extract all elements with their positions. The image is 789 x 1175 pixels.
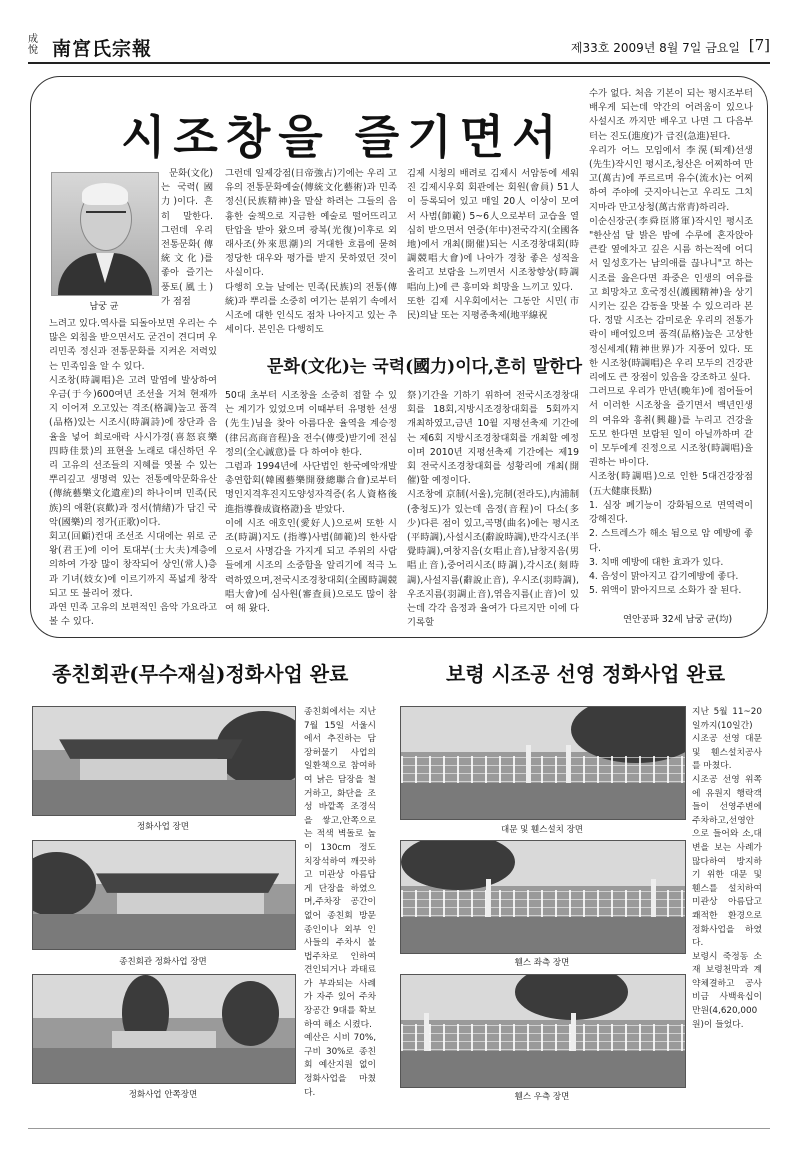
- photo-left-1: [32, 706, 296, 816]
- photo-left-1-caption: 정화사업 장면: [137, 822, 189, 832]
- feature-col2-top: 그런데 일제강점(日帝強占)기에는 우리 고유의 전통문화예술(傳統文化藝術)과 민족정신(民族精神)을 말살 하려는 그들의 음흉한 술책으로 지금한 예술로 떨어뜨리고 탄압을 받아 왔으며 광복(光復)이후로 외래사조(外來思潮)의 거대한 흐름에 묻혀 정당한 대우와 평가를 받지 못하였던 것이 사실이다. 다행히 오늘 날에는 민족(民族)의 전통(傳統)과 뿌리를 소중히 여기는 분위기 속에서 시조에 대한 인식도 점차 나아지고 있는 추세이다. 본인은 다행히도: [225, 168, 397, 336]
- feature-col1-top: 문화(文化)는 국력(國力)이다. 흔히 말한다. 그런데 우리 전통문화(傳統文化)를 좋아 즐기는 풍토(風土)가 점점: [161, 168, 213, 307]
- photo-left-2-caption: 종친회관 정화사업 장면: [119, 957, 207, 967]
- photo-left-3-caption: 정화사업 안쪽장면: [128, 1090, 198, 1100]
- feature-article: [30, 76, 768, 638]
- photo-right-2: [400, 840, 686, 954]
- feature-col1-bottom: 느려고 있다.역사를 되돌아보면 우리는 수많은 외침을 받으면서도 굳건이 견디며 우리민족 정신과 전통문화를 지켜온 저력있는 민족임을 알 수 있다. 시조창(時調唱)은 고려 말엽에 발상하여 우금(于今)600여년 조선을 거쳐 현재까지 이어져 오고있는 격조(格調)높고 품격(品格)있는 시조시(時調詩)에 장단과 음율을 넣어 희로애락 사시가경(喜怒哀樂 四時佳景)의 표현을 노래로 대신하던 우리 고유의 선조들의 지혜를 엿볼 수 있는 뿌리깊고 생명력 있는 전통예악문화유산(傳統藝樂文化遺産)의 하나이며 민족(民族)의 애환(哀歡)과 정서(情緖)가 담긴 국악(國樂)의 정가(正歌)이다. 회고(回顧)컨대 조선조 시대에는 위로 군왕(君王)에 이어 토대부(士大夫)계층에 의하여 가장 많이 창작되어 상인(常人)층과 기녀(妓女)에 이르기까지 폭넓게 창작되고 또 불리어 졌다. 과연 민족 고유의 보편적인 음악 가요라고 볼 수 있다.: [49, 318, 217, 628]
- photo-left-2: [32, 840, 296, 950]
- photo-right-3-caption: 휀스 우측 장면: [514, 1092, 570, 1102]
- page-number: [7]: [748, 36, 770, 54]
- issue-info: 제33호 2009년 8월 7일 금요일: [570, 41, 740, 55]
- section-right-title: 보령 시조공 선영 정화사업 완료: [446, 662, 726, 686]
- photo-right-1: [400, 706, 686, 820]
- feature-headline: 시조창을 즐기면서: [121, 110, 565, 164]
- masthead-title: 南宮氏宗報: [52, 38, 153, 60]
- feature-col3-top: 김제 시청의 배려로 김제시 서암동에 세워진 김제시우회 회관에는 회원(會員) 51人이 등록되어 있고 매일 20人 이상이 모여서 사범(師範) 5~6人으로부터 교습을 열심히 받으면서 연중(年中)전국각지(全國各地)에서 개최(開催)되는 시조경창대회(時調競唱大會)에 나아가 경창 좋은 성적을 올리고 보람을 느끼면서 시조창향상(時調唱向上)에 큰 흥미와 희망을 느끼고 있다. 또한 김제 시우회에서는 그동안 시민(市民)의날 또는 지평종축제(地平線祝: [407, 168, 579, 322]
- feature-col2-bottom: 50대 초부터 시조창을 소중히 접할 수 있는 계기가 있었으며 이때부터 유명한 선생(先生)님을 찾아 아름다운 율역을 계승정(律呂高商音程)을 전수(傳受)받기에 전심정의(全心誠意)를 다 하여야 한다. 그럼과 1994년에 사단법인 한국예악개발총연합회(韓國藝樂開發總聯合會)로부터 명인지격후진지도양성자격증(名人資格後進指導養成資格證)을 받았다. 이에 시조 애호인(愛好人)으로써 또한 시조(時調)지도 (指導)사범(師範)의 한사람으로서 사명감을 가지게 되고 주위의 사람들에게 시조의 소중함을 알리기에 적극 노력하였으며,전국시조경창대회(全國時調競唱大會)에 심사원(審査員)으로도 많이 참여 해 왔다.: [225, 390, 397, 615]
- portrait-glasses: [86, 211, 126, 221]
- feature-col3-bottom: 祭)기간을 기하기 위하여 전국시조경창대회를 18회,지방시조경창대회를 5회까지 개최하였고,금년 10월 지평선축제 기간에는 제6회 지방시조경창대회를 개최할 예정이며 2010년 지평선축제 기간에는 제19회 전국시조경창대회를 성황리에 개최(開催)할 예정이다. 시조창에 京制(서울),完制(전라도),内浦制(충청도)가 있는데 음정(音程)이 다소(多少)다른 점이 있고,곡명(曲名)에는 평시조(平時調),사설시조(辭說時調),반각시조(半覺時調),여창지음(女唱止音),남창지음(男唱止音),중어리시조(時調),각시조(刻時調),사설지름(辭說止音), 우시조(羽時調),우조지름(羽調止音),엮음지름(止音)이 있는데 각각 음정과 율여가 다르지만 이에 다 기록할: [407, 390, 579, 629]
- feature-col4: 수가 없다. 처음 기본이 되는 평시조부터 배우게 되는데 약간의 어려움이 있으나 사설시조 까지만 배우고 나면 그 다음부터는 진도(進度)가 급진(急進)된다. 우리가 어느 모임에서 李滉(퇴계)선생(先生)작시인 평시조,청산은 어찌하여 만고(萬古)에 푸르르며 유수(流水)는 어찌하여 주야에 긋지아니는고 우리도 그치지마라 만고상청(萬古常青)하리라. 이순신장군(李舜臣將軍)작시인 평시조 "한산섬 달 밝은 밤에 수루에 혼자앉아 큰칼 옆에차고 깊은 시름 하는적에 어디서 일성호가는 남의애를 끊나니"고 하는 시조를 읊은다면 좌중은 인생의 여유를고 희망차고 호국정신(護國精神)을 상기 시키는 깊은 감동을 맛볼 수 있으리라 본다. 정말 시조는 감미로운 우리의 전통가락이 배여있으며 품격(品格)높은 고상한 정신세계(精神世界)가 지풍어 있다. 또한 시조창(時調唱)은 우리 모두의 건강관리에도 큰 장점이 있음을 강조하고 싶다. 그러므로 우리가 만년(晩年)에 접어들어서 이러한 시조창을 즐기면서 백년인생의 여유와 흥취(興趣)를 누리고 건강을 도모 한다면 보람된 일이 아닐까하며 같이 모두에게 진정으로 시조창(時調唱)을 권하는 바이다. 시조창(時調唱)으로 인한 5대건강장점(五大健康長點) 1. 심장 폐기능이 강화됨으로 면역력이 강해진다. 2. 스트레스가 해소 됨으로 암 예방에 좋다. 3. 치매 예방에 대한 효과가 있다. 4. 음성이 맑아지고 갑기예방에 좋다. 5. 위액이 맑아지므로 소화가 잘 된다.: [589, 88, 753, 595]
- masthead: [28, 30, 770, 64]
- photo-right-1-caption: 대문 및 휀스설치 장면: [500, 825, 583, 835]
- section-right-body: 지난 5월 11~20일까지(10일간) 시조공 선영 대문 및 휀스설치공사를 마쳤다. 시조공 선영 위쪽에 유원지 행락객들이 선영주변에 주차하고,선영안으로 들어와 소,대변을 보는 사례가 많다하여 방지하기 위한 대문 및 휀스를 설치하여 미관상 아름답고 쾌적한 환경으로 정화사업을 하였다. 보령시 죽정동 소재 보령천막과 계약체결하고 공사비금 사백육십이만원(4,620,000원)이 들었다.: [692, 707, 762, 1030]
- portrait-caption: 남궁 균: [89, 302, 119, 312]
- section-left-body: 종친회에서는 지난 7월 15일 서울시에서 추진하는 담장허물기 사업의 일환책으로 참여하여 낡은 담장을 철거하고, 화단을 조성 바깥쪽 조경석을 쌓고,안쪽으로는 적색 벽돌로 높이 130cm 정도 치장석하여 깨끗하고 미관상 아름답게 단장을 하였으며,주차장 공간이 없어 종친회 방문 종인이나 외부 인사들의 주차시 불법주차로 인하여 견인되거나 과태료가 부과되는 사례가 자주 있어 주차장공간 9대를 확보하여 해소 시켰다. 예산은 시비 70%,구비 30%로 종친회 예산지원 없이 정화사업을 마쳤다.: [304, 707, 376, 1098]
- photo-right-2-caption: 휀스 좌측 장면: [514, 958, 570, 968]
- photo-right-3: [400, 974, 686, 1088]
- feature-byline: 연안공파 32세 남궁 균(均): [623, 614, 733, 625]
- masthead-small-mark: 成悅: [28, 34, 38, 56]
- portrait-hair: [82, 183, 128, 205]
- photo-left-3: [32, 974, 296, 1084]
- author-portrait: [51, 172, 159, 296]
- feature-subhead: 문화(文化)는 국력(國力)이다,흔히 말한다: [267, 357, 582, 377]
- section-left-title: 종친회관(무수재실)정화사업 완료: [52, 662, 349, 686]
- page-bottom-rule: [28, 1128, 770, 1129]
